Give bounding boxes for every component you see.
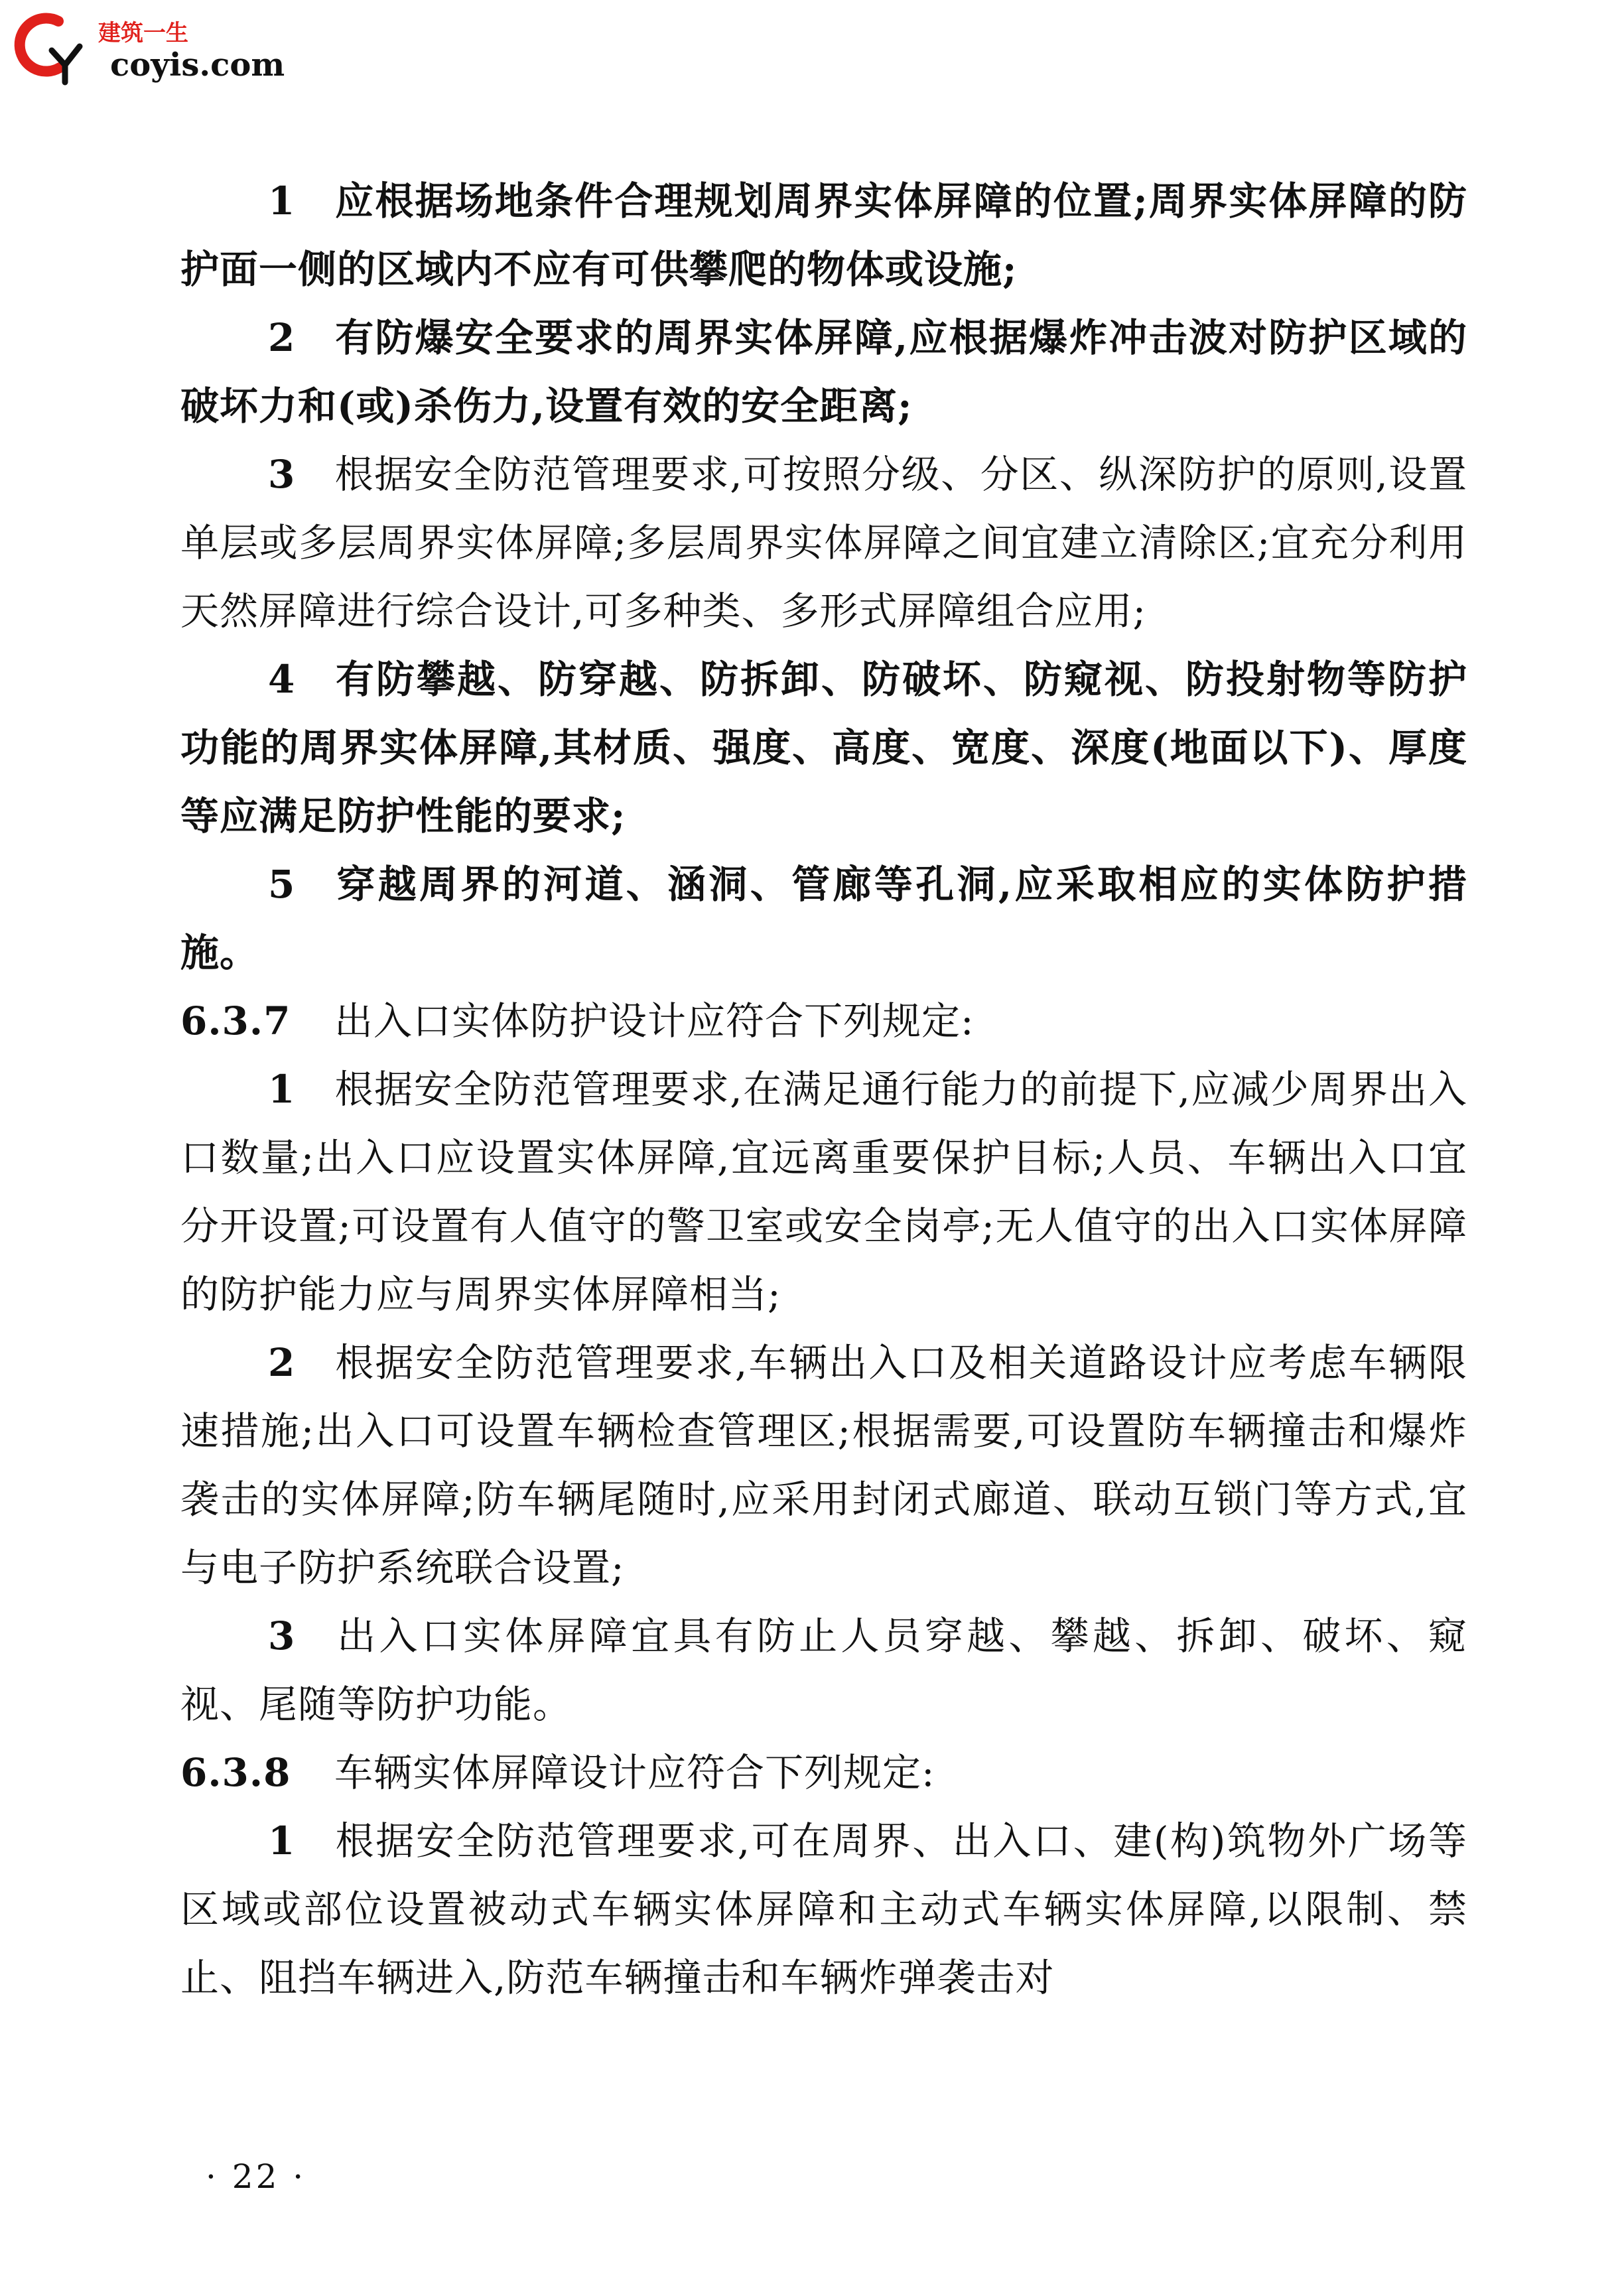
clause-text: 出入口实体防护设计应符合下列规定: (334, 998, 975, 1044)
paragraph (180, 1055, 1467, 1329)
watermark-logo (12, 9, 291, 89)
paragraph-text: 有防爆安全要求的周界实体屏障,应根据爆炸冲击波对防护区域的破坏力和(或)杀伤力,设置有效的安全距离; (180, 315, 1467, 429)
item-number: 1 (268, 178, 296, 224)
clause-heading (180, 987, 1467, 1055)
item-number: 3 (268, 452, 296, 497)
paragraph-text: 根据安全防范管理要求,可在周界、出入口、建(构)筑物外广场等区域或部位设置被动式车辆实体屏障和主动式车辆实体屏障,以限制、禁止、阻挡车辆进入,防范车辆撞击和车辆炸弹袭击对 (180, 1818, 1467, 2000)
site-name: 建筑一生 (98, 20, 188, 46)
item-number: 5 (268, 862, 296, 907)
paragraph-text: 根据安全防范管理要求,可按照分级、分区、纵深防护的原则,设置单层或多层周界实体屏障;多层周界实体屏障之间宜建立清除区;宜充分利用天然屏障进行综合设计,可多种类、多形式屏障组合应用; (180, 452, 1467, 634)
page-number: · 22 · (206, 2157, 306, 2196)
paragraph (180, 1602, 1467, 1739)
paragraph (180, 1329, 1467, 1602)
paragraph (180, 850, 1467, 987)
clause-number: 6.3.8 (180, 1750, 291, 1795)
cy-logo-icon (12, 9, 98, 86)
clause-text: 车辆实体屏障设计应符合下列规定: (334, 1750, 935, 1795)
item-number: 2 (268, 315, 296, 360)
clause-number: 6.3.7 (180, 998, 291, 1044)
paragraph (180, 304, 1467, 440)
paragraph-text: 出入口实体屏障宜具有防止人员穿越、攀越、拆卸、破坏、窥视、尾随等防护功能。 (180, 1613, 1467, 1727)
item-number: 1 (268, 1067, 296, 1112)
paragraph-text: 有防攀越、防穿越、防拆卸、防破坏、防窥视、防投射物等防护功能的周界实体屏障,其材质、强度、高度、宽度、深度(地面以下)、厚度等应满足防护性能的要求; (180, 657, 1467, 839)
clause-heading (180, 1739, 1467, 1807)
document-body (180, 167, 1467, 2012)
paragraph (180, 1807, 1467, 2012)
paragraph-text: 根据安全防范管理要求,车辆出入口及相关道路设计应考虑车辆限速措施;出入口可设置车辆检查管理区;根据需要,可设置防车辆撞击和爆炸袭击的实体屏障;防车辆尾随时,应采用封闭式廊道、联动互锁门等方式,宜与电子防护系统联合设置; (180, 1340, 1467, 1590)
paragraph-text: 穿越周界的河道、涵洞、管廊等孔洞,应采取相应的实体防护措施。 (180, 862, 1467, 975)
site-url: coyis.com (110, 46, 285, 84)
paragraph (180, 167, 1467, 304)
item-number: 4 (268, 657, 296, 702)
item-number: 1 (268, 1818, 296, 1863)
paragraph (180, 440, 1467, 645)
item-number: 3 (268, 1613, 296, 1658)
paragraph-text: 根据安全防范管理要求,在满足通行能力的前提下,应减少周界出入口数量;出入口应设置实体屏障,宜远离重要保护目标;人员、车辆出入口宜分开设置;可设置有人值守的警卫室或安全岗亭;无人值守的出入口实体屏障的防护能力应与周界实体屏障相当; (180, 1067, 1467, 1317)
paragraph (180, 645, 1467, 850)
item-number: 2 (268, 1340, 296, 1385)
paragraph-text: 应根据场地条件合理规划周界实体屏障的位置;周界实体屏障的防护面一侧的区域内不应有可供攀爬的物体或设施; (180, 178, 1467, 292)
